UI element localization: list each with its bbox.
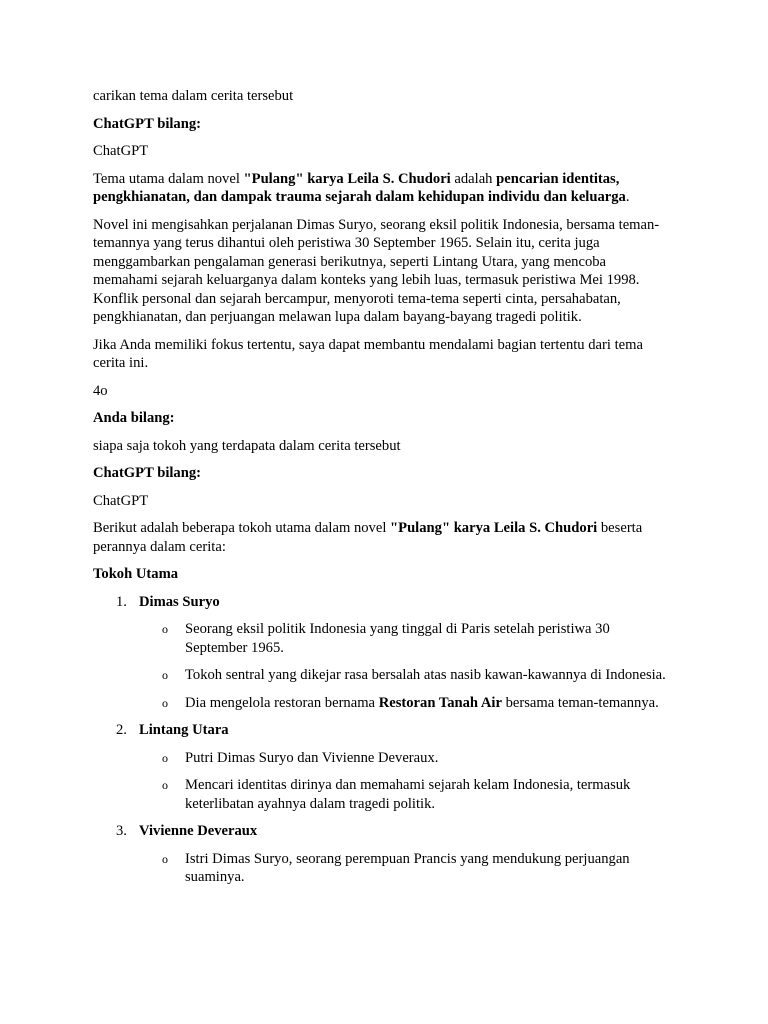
bullet-glyph: o bbox=[162, 750, 168, 765]
bullet-glyph: o bbox=[162, 695, 168, 710]
theme-summary: pencarian identitas, pengkhianatan, dan dampak trauma sejarah dalam kehidupan individu dan keluarga bbox=[93, 170, 626, 205]
bullet-glyph: o bbox=[162, 622, 168, 636]
user-question-2: siapa saja tokoh yang terdapata dalam cerita tersebut bbox=[93, 437, 401, 454]
model-name-2: ChatGPT bbox=[93, 492, 149, 509]
character-details bbox=[139, 620, 673, 712]
speaker-label-chatgpt-2: ChatGPT bilang: bbox=[93, 465, 201, 481]
list-number: 3. bbox=[116, 823, 127, 839]
character-name: Dimas Suryo bbox=[139, 593, 220, 610]
list-item: o Mencari identitas dirinya dan memahami sejarah kelam Indonesia, termasuk keterlibatan ayahnya dalam tragedi politik. bbox=[162, 777, 631, 812]
list-item: o Tokoh sentral yang dikejar rasa bersalah atas nasib kawan-kawannya di Indonesia. bbox=[162, 667, 666, 683]
speaker-label-user: Anda bilang: bbox=[93, 410, 175, 426]
character-name: Vivienne Deveraux bbox=[139, 823, 258, 839]
response-1-paragraph-2: Novel ini mengisahkan perjalanan Dimas Suryo, seorang eksil politik Indonesia, bersama teman-temannya yang terus dihantui oleh peristiwa 30 September 1965. Selain itu, cerita juga menggambarkan pengalaman generasi berikutnya, seperti Lintang Utara, yang mencoba memahami sejarah keluarganya dalam konteks yang lebih luas, termasuk peristiwa Mei 1998. Konflik personal dan sejarah bercampur, menyoroti tema-tema seperti cinta, persahabatan, pengkhianatan, dan perjuangan melawan lupa dalam bayang-bayang tragedi politik. bbox=[93, 216, 660, 325]
user-question-1: carikan tema dalam cerita tersebut bbox=[93, 88, 294, 104]
list-item: o Istri Dimas Suryo, seorang perempuan Prancis yang mendukung perjuangan suaminya. bbox=[162, 850, 630, 885]
list-item: o Putri Dimas Suryo dan Vivienne Deveraux. bbox=[162, 749, 439, 766]
novel-title: "Pulang" karya Leila S. Chudori bbox=[243, 170, 451, 187]
list-item: o Dia mengelola restoran bernama Restoran Tanah Air bersama teman-temannya. bbox=[162, 694, 659, 711]
list-item: o Seorang eksil politik Indonesia yang tinggal di Paris setelah peristiwa 30 September 1965. bbox=[162, 621, 610, 656]
bullet-glyph: o bbox=[162, 668, 168, 682]
character-details bbox=[139, 850, 673, 887]
bullet-glyph: o bbox=[162, 851, 168, 866]
model-name-1: ChatGPT bbox=[93, 143, 149, 159]
bullet-glyph: o bbox=[162, 778, 168, 792]
response-2-intro: Berikut adalah beberapa tokoh utama dalam novel "Pulang" karya Leila S. Chudori beserta perannya dalam cerita: bbox=[93, 520, 643, 555]
character-details bbox=[139, 749, 673, 814]
model-version-tag: 4o bbox=[93, 382, 108, 399]
speaker-label-chatgpt-1: ChatGPT bilang: bbox=[93, 115, 201, 132]
character-list bbox=[93, 593, 673, 887]
character-item bbox=[93, 593, 673, 713]
character-name: Lintang Utara bbox=[139, 722, 229, 738]
character-item bbox=[93, 822, 673, 887]
list-number: 2. bbox=[116, 722, 127, 738]
list-number: 1. bbox=[116, 593, 127, 610]
document-body bbox=[93, 87, 673, 896]
section-heading-tokoh-utama: Tokoh Utama bbox=[93, 566, 179, 582]
response-1-paragraph-1: Tema utama dalam novel "Pulang" karya Leila S. Chudori adalah pencarian identitas, pengkhianatan, dan dampak trauma sejarah dalam kehidupan individu dan keluarga. bbox=[93, 170, 630, 205]
restaurant-name: Restoran Tanah Air bbox=[378, 694, 502, 711]
response-1-paragraph-3: Jika Anda memiliki fokus tertentu, saya dapat membantu mendalami bagian tertentu dari tema cerita ini. bbox=[93, 336, 643, 371]
novel-title: "Pulang" karya Leila S. Chudori bbox=[390, 520, 598, 536]
character-item bbox=[93, 721, 673, 813]
